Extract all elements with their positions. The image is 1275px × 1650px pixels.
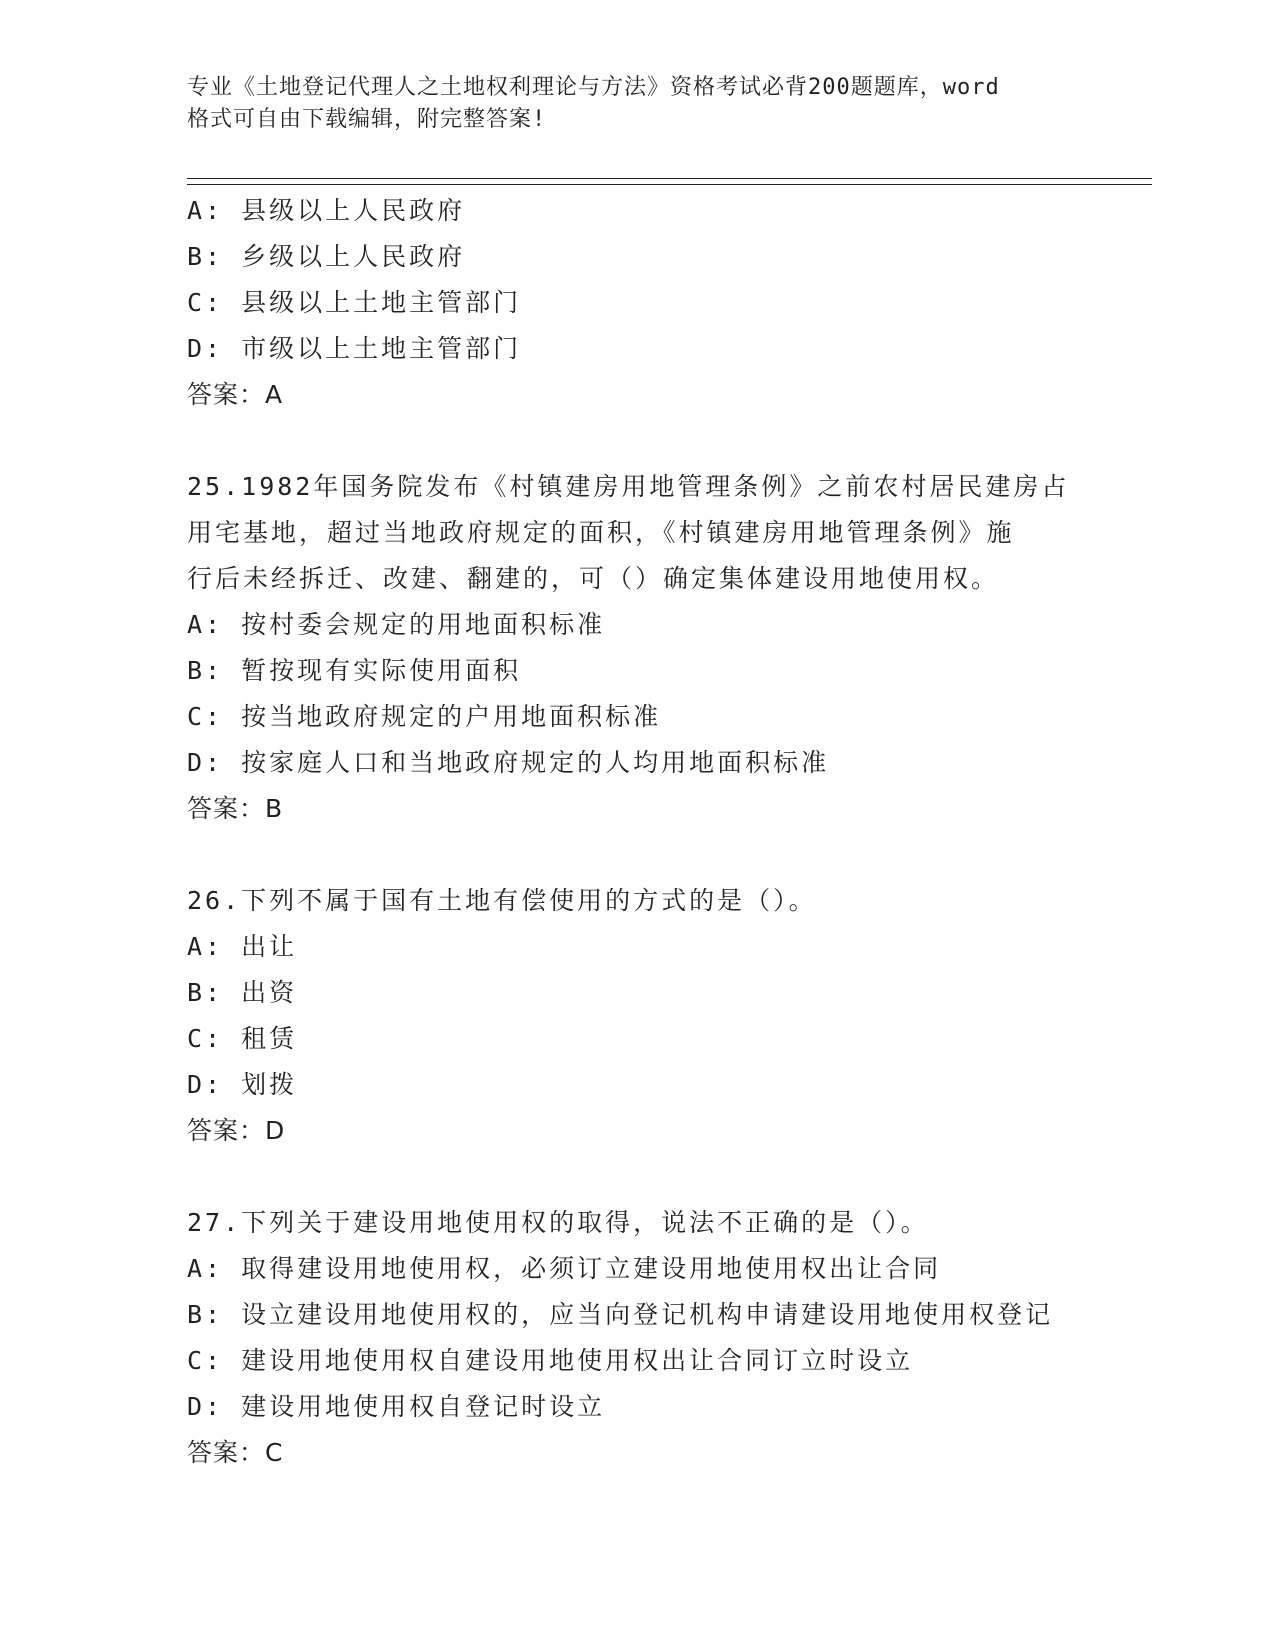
option-a: A: 县级以上人民政府 [187, 196, 466, 225]
header-line-1: 专业《土地登记代理人之土地权利理论与方法》资格考试必背200题题库，word [187, 75, 1000, 100]
option-d: D: 划拨 [187, 1070, 298, 1099]
question-block-26 [187, 878, 1107, 1154]
header-rule-bottom [187, 184, 1152, 185]
header-line-2: 格式可自由下载编辑，附完整答案! [187, 107, 547, 132]
option-c: C: 按当地政府规定的户用地面积标准 [187, 702, 662, 731]
answer-line: 答案：D [187, 1116, 286, 1145]
option-c: C: 建设用地使用权自建设用地使用权出让合同订立时设立 [187, 1346, 914, 1375]
option-d: D: 市级以上土地主管部门 [187, 334, 522, 363]
option-d: D: 建设用地使用权自登记时设立 [187, 1392, 606, 1421]
option-a: A: 出让 [187, 932, 298, 961]
option-a: A: 按村委会规定的用地面积标准 [187, 610, 606, 639]
spacer [187, 418, 1107, 464]
answer-line: 答案：A [187, 380, 284, 409]
header-rule-top [187, 178, 1152, 179]
spacer [187, 1154, 1107, 1200]
document-header [187, 72, 1067, 136]
question-stem-line: 25.1982年国务院发布《村镇建房用地管理条例》之前农村居民建房占 [187, 472, 1070, 501]
option-a: A: 取得建设用地使用权，必须订立建设用地使用权出让合同 [187, 1254, 942, 1283]
question-stem-line: 26.下列不属于国有土地有偿使用的方式的是（）。 [187, 886, 817, 915]
option-c: C: 租赁 [187, 1024, 298, 1053]
option-b: B: 设立建设用地使用权的，应当向登记机构申请建设用地使用权登记 [187, 1300, 1054, 1329]
option-d: D: 按家庭人口和当地政府规定的人均用地面积标准 [187, 748, 830, 777]
spacer [187, 832, 1107, 878]
question-list [187, 188, 1107, 1476]
question-stem-line: 用宅基地，超过当地政府规定的面积，《村镇建房用地管理条例》施 [187, 518, 1015, 547]
option-b: B: 乡级以上人民政府 [187, 242, 466, 271]
answer-line: 答案：B [187, 794, 284, 823]
question-block-25 [187, 464, 1107, 832]
question-block-24 [187, 188, 1107, 418]
question-stem-line: 行后未经拆迁、改建、翻建的，可（）确定集体建设用地使用权。 [187, 564, 1000, 593]
option-b: B: 出资 [187, 978, 298, 1007]
option-b: B: 暂按现有实际使用面积 [187, 656, 522, 685]
question-block-27 [187, 1200, 1107, 1476]
question-stem-line: 27.下列关于建设用地使用权的取得，说法不正确的是（）。 [187, 1208, 929, 1237]
option-c: C: 县级以上土地主管部门 [187, 288, 522, 317]
answer-line: 答案：C [187, 1438, 284, 1467]
